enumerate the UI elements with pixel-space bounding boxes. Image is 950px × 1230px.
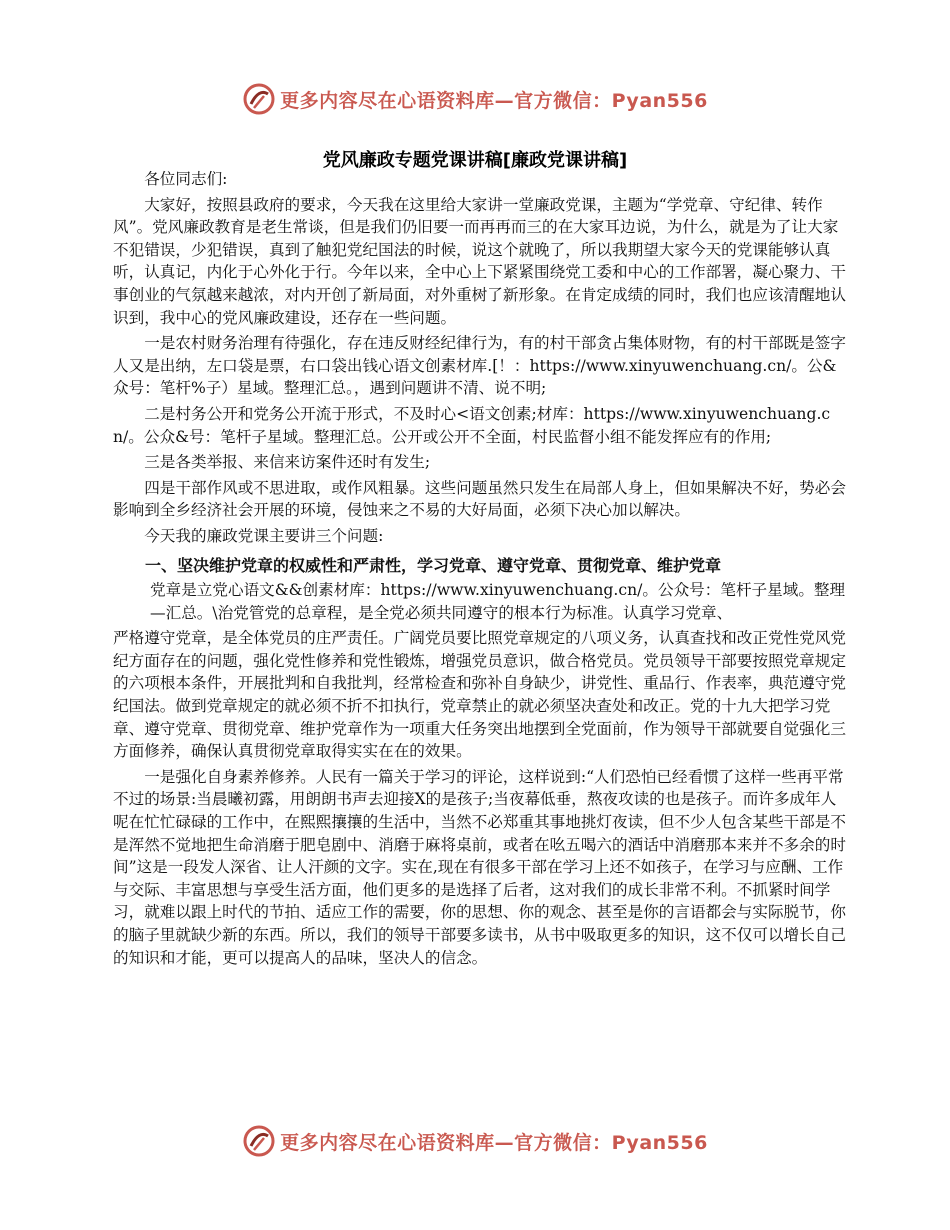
paragraph: 一是农村财务治理有待强化，存在违反财经纪律行为，有的村干部贪占集体财物，有的村干部既是签字人又是出纳，左口袋是票，右口袋出钱心语文创素材库.[！：https://www.xinyuwenchuang.cn/。公&众号：笔杆%子）星域。整理汇总。，遇到问题讲不清、说不明;	[113, 334, 846, 398]
header-banner	[0, 82, 950, 116]
seal-logo-icon	[242, 82, 276, 116]
paragraph: 四是干部作风或不思进取，或作风粗暴。这些问题虽然只发生在局部人身上，但如果解决不好，势必会影响到全乡经济社会开展的环境，侵蚀来之不易的大好局面，必须下决心加以解决。	[113, 478, 846, 520]
banner-text: 更多内容尽在心语资料库—官方微信：Pyan556	[280, 1131, 708, 1154]
paragraph: 二是村务公开和党务公开流于形式，不及时心<语文创素;材库：https://www.xinyuwenchuang.cn/。公众&号：笔杆子星域。整理汇总。公开或公开不全面，村民监督小组不能发挥应有的作用;	[113, 404, 831, 446]
document-title: 党风廉政专题党课讲稿[廉政党课讲稿]	[322, 150, 628, 171]
banner-text: 更多内容尽在心语资料库—官方微信：Pyan556	[280, 89, 708, 112]
section-heading: 一、坚决维护党章的权威性和严肃性，学习党章、遵守党章、贯彻党章、维护党章	[145, 555, 722, 575]
paragraph: 今天我的廉政党课主要讲三个问题:	[144, 526, 384, 545]
paragraph: 严格遵守党章，是全体党员的庄严责任。广阔党员要比照党章规定的八项义务，认真查找和改正党性党风党纪方面存在的问题，强化党性修养和党性锻炼，增强党员意识，做合格党员。党员领导干部要按照党章规定的六项根本条件，开展批判和自我批判，经常检查和弥补自身缺少，讲党性、重品行、作表率，典范遵守党纪国法。做到党章规定的就必须不折不扣执行，党章禁止的就必须坚决查处和改正。党的十九大把学习党章、遵守党章、贯彻党章、维护党章作为一项重大任务突出地摆到全党面前，作为领导干部就要自觉强化三方面修养，确保认真贯彻党章取得实实在在的效果。	[113, 629, 846, 761]
document-body	[113, 168, 851, 972]
footer-banner	[0, 1124, 950, 1158]
greeting: 各位同志们:	[144, 170, 228, 188]
paragraph: 一是强化自身素养修养。人民有一篇关于学习的评论，这样说到:“人们恐怕已经看惯了这样一些再平常不过的场景:当晨曦初露，用朗朗书声去迎接X的是孩子;当夜幕低垂，熬夜攻读的也是孩子。而许多成年人呢在忙忙碌碌的工作中，在熙熙攘攘的生活中，当然不必郑重其事地挑灯夜读，但不少人包含某些干部是不是浑然不觉地把生命消磨于肥皂剧中、消磨于麻将桌前，或者在吆五喝六的酒话中消磨那本来并不多余的时间”这是一段发人深省、让人汗颜的文字。实在,现在有很多干部在学习上还不如孩子，在学习与应酬、工作与交际、丰富思想与享受生活方面，他们更多的是选择了后者，这对我们的成长非常不利。不抓紧时间学习，就难以跟上时代的节拍、适应工作的需要，你的思想、你的观念、甚至是你的言语都会与实际脱节，你的脑子里就缺少新的东西。所以，我们的领导干部要多读书，从书中吸取更多的知识，这不仅可以增长自己的知识和才能，更可以提高人的品味，坚决人的信念。	[113, 767, 846, 967]
seal-logo-icon	[242, 1124, 276, 1158]
paragraph: 党章是立党心语文&&创素材库：https://www.xinyuwenchuang.cn/。公众号：笔杆子星域。整理—汇总。\治党管党的总章程，是全党必须共同遵守的根本行为标准。认真学习党章、	[150, 581, 846, 622]
paragraph: 大家好，按照县政府的要求，今天我在这里给大家讲一堂廉政党课，主题为“学党章、守纪律、转作风”。党风廉政教育是老生常谈，但是我们仍旧要一而再再而三的在大家耳边说，为什么，就是为了让大家不犯错误，少犯错误，真到了触犯党纪国法的时候，说这个就晚了，所以我期望大家今天的党课能够认真听，认真记，内化于心外化于行。今年以来，全中心上下紧紧围绕党工委和中心的工作部署，凝心聚力、干事创业的气氛越来越浓，对内开创了新局面，对外重树了新形象。在肯定成绩的同时，我们也应该清醒地认识到，我中心的党风廉政建设，还存在一些问题。	[113, 195, 846, 327]
paragraph: 三是各类举报、来信来访案件还时有发生;	[144, 453, 431, 472]
